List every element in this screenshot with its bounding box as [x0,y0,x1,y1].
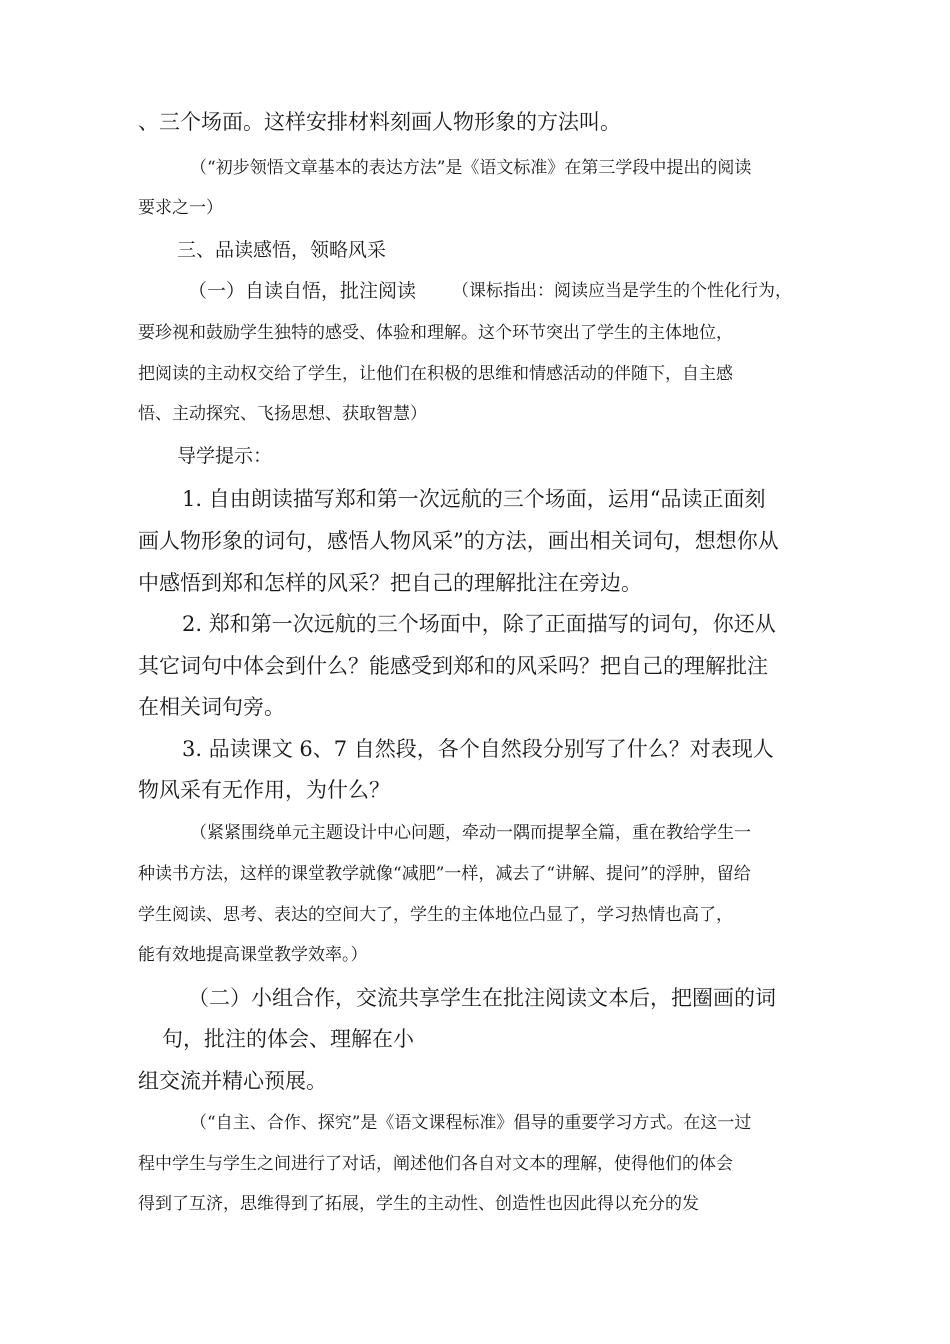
text-line: 在相关词句旁。 [138,695,285,719]
text-line: 程中学生与学生之间进行了对话，阐述他们各自对文本的理解，使得他们的体会 [138,1154,733,1174]
text-line: （“初步领悟文章基本的表达方法”是《语文标准》在第三学段中提出的阅读 [190,158,752,178]
text-line: 组交流并精心预展。 [138,1069,327,1093]
text-line: 画人物形象的词句，感悟人物风采”的方法，画出相关词句，想想你从 [138,529,779,553]
section-heading: 三、品读感悟，领略风采 [177,239,387,261]
text-line: 2. 郑和第一次远航的三个场面中，除了正面描写的词句，你还从 [182,612,776,636]
text-line: 中感悟到郑和怎样的风采？把自己的理解批注在旁边。 [138,571,642,595]
text-line: 句，批注的体会、理解在小 [162,1027,414,1051]
text-line: 悟、主动探究、飞扬思想、获取智慧） [138,404,427,424]
text-line: 能有效地提高课堂教学效率。） [138,945,368,965]
text-line: 学生阅读、思考、表达的空间大了，学生的主体地位凸显了，学习热情也高了， [138,905,733,925]
text-line: 物风采有无作用，为什么？ [138,778,390,802]
subsection-heading: （二）小组合作，交流共享学生在批注阅读文本后，把圈画的词 [188,986,776,1010]
text-line: 1. 自由朗读描写郑和第一次远航的三个场面，运用“品读正面刻 [182,487,766,511]
text-line: （紧紧围绕单元主题设计中心问题，牵动一隅而提挈全篇，重在教给学生一 [190,823,751,843]
text-line: （课标指出：阅读应当是学生的个性化行为， [452,281,792,301]
text-line: 得到了互济，思维得到了拓展，学生的主动性、创造性也因此得以充分的发 [138,1194,699,1214]
text-line: 种读书方法，这样的课堂教学就像“减肥”一样，减去了“讲解、提问”的浮肿，留给 [138,864,751,884]
subsection-heading: （一）自读自悟，批注阅读 [188,280,417,302]
text-line: 、三个场面。这样安排材料刻画人物形象的方法叫。 [138,110,621,134]
text-line: 其它词句中体会到什么？能感受到郑和的风采吗？把自己的理解批注 [138,654,768,678]
text-line: 要珍视和鼓励学生独特的感受、体验和理解。这个环节突出了学生的主体地位， [138,323,733,343]
text-line: 3. 品读课文 6、7 自然段，各个自然段分别写了什么？对表现人 [182,737,774,761]
text-line: 导学提示： [177,445,273,467]
text-line: 把阅读的主动权交给了学生，让他们在积极的思维和情感活动的伴随下，自主感 [138,364,733,384]
text-line: （“自主、合作、探究”是《语文课程标准》倡导的重要学习方式。在这一过 [190,1113,752,1133]
text-line: 要求之一） [138,198,223,218]
